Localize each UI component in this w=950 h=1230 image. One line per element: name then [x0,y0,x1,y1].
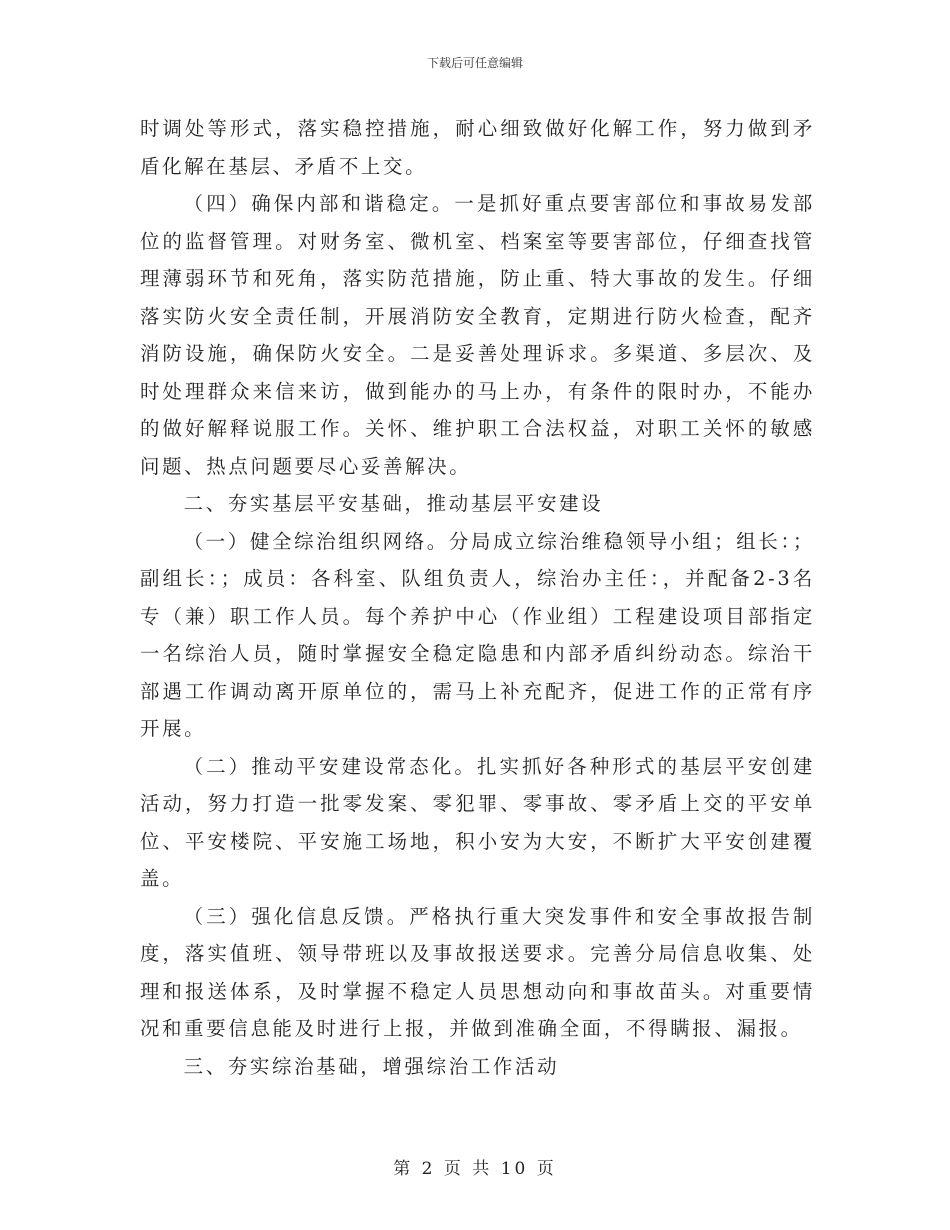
page-footer: 第 2 页 共 10 页 [393,1159,557,1179]
page-header: 下载后可任意编辑 [426,56,523,70]
paragraph-section-4: （四）确保内部和谐稳定。一是抓好重点要害部位和事故易发部位的监督管理。对财务室、微机室、档案室等要害部位，仔细查找管理薄弱环节和死角，落实防范措施，防止重、特大事故的发生。仔细落实防火安全责任制，开展消防安全教育，定期进行防火检查，配齐消防设施，确保防火安全。二是妥善处理诉求。多渠道、多层次、及时处理群众来信来访，做到能办的马上办，有条件的限时办，不能办的做好解释说服工作。关怀、维护职工合法权益，对职工关怀的敏感问题、热点问题要尽心妥善解决。 [140,192,815,478]
section-heading-3: 三、夯实综治基础，增强综治工作活动 [183,1054,560,1078]
paragraph-continuation: 时调处等形式，落实稳控措施，耐心细致做好化解工作，努力做到矛盾化解在基层、矛盾不上交。 [140,117,815,178]
document-body [140,110,815,1085]
paragraph-subsection-1: （一）健全综治组织网络。分局成立综治维稳领导小组；组长：；副组长：；成员：各科室、队组负责人，综治办主任：，并配备2-3名专（兼）职工作人员。每个养护中心（作业组）工程建设项目部指定一名综治人员，随时掌握安全稳定隐患和内部矛盾纠纷动态。综治干部遇工作调动离开原单位的，需马上补充配齐，促进工作的正常有序开展。 [140,529,815,740]
paragraph-subsection-2: （二）推动平安建设常态化。扎实抓好各种形式的基层平安创建活动，努力打造一批零发案、零犯罪、零事故、零矛盾上交的平安单位、平安楼院、平安施工场地，积小安为大安，不断扩大平安创建覆盖。 [140,754,815,890]
paragraph-subsection-3: （三）强化信息反馈。严格执行重大突发事件和安全事故报告制度，落实值班、领导带班以及事故报送要求。完善分局信息收集、处理和报送体系，及时掌握不稳定人员思想动向和事故苗头。对重要情况和重要信息能及时进行上报，并做到准确全面，不得瞒报、漏报。 [140,904,815,1040]
section-heading-2: 二、夯实基层平安基础，推动基层平安建设 [183,492,604,515]
